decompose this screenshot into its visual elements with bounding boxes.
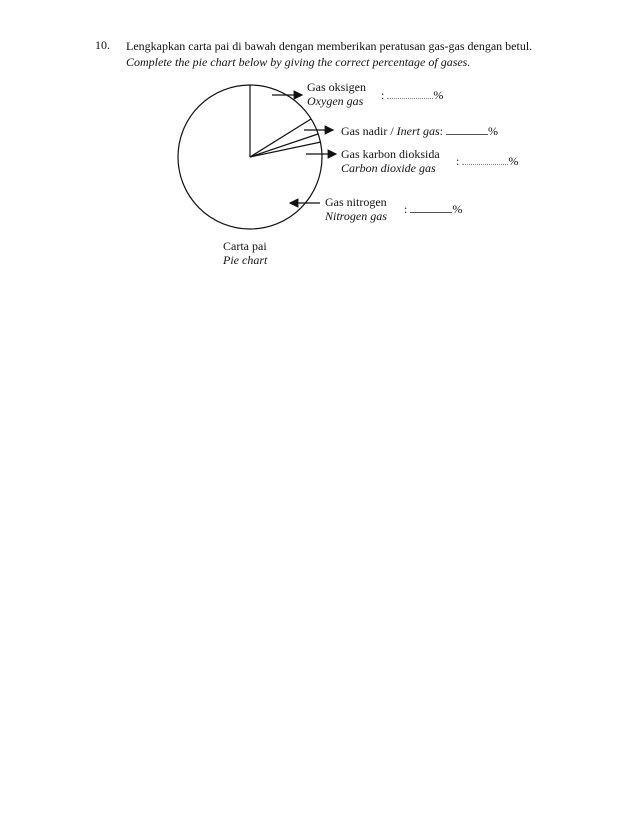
answer-oxygen-colon: : bbox=[381, 88, 385, 102]
answer-inert-blank[interactable] bbox=[446, 124, 488, 135]
pie-caption-ms: Carta pai bbox=[223, 239, 267, 253]
label-oxygen-ms: Gas oksigen bbox=[307, 80, 366, 94]
answer-nitrogen-blank[interactable] bbox=[410, 202, 452, 213]
answer-oxygen-percent: % bbox=[433, 88, 444, 102]
answer-co2-blank[interactable] bbox=[462, 154, 508, 165]
pie-divider-oxygen-inert bbox=[250, 119, 311, 157]
question-text-english: Complete the pie chart below by giving the correct percentage of gases. bbox=[126, 55, 471, 69]
answer-co2-colon: : bbox=[456, 154, 460, 168]
label-co2-en: Carbon dioxide gas bbox=[341, 161, 436, 175]
pie-caption-en: Pie chart bbox=[223, 253, 268, 267]
answer-co2 bbox=[456, 154, 518, 168]
question-text-malay: Lengkapkan carta pai di bawah dengan memberikan peratusan gas-gas dengan betul. bbox=[126, 39, 533, 53]
pie-caption bbox=[223, 239, 267, 267]
answer-oxygen-blank[interactable] bbox=[387, 88, 433, 99]
label-co2 bbox=[341, 147, 440, 175]
question-number: 10. bbox=[95, 38, 110, 52]
label-oxygen-en: Oxygen gas bbox=[307, 94, 364, 108]
label-oxygen bbox=[307, 80, 366, 108]
label-co2-ms: Gas karbon dioksida bbox=[341, 147, 440, 161]
answer-oxygen bbox=[381, 88, 443, 102]
label-inert-ms: Gas nadir / bbox=[341, 124, 397, 138]
answer-nitrogen bbox=[404, 202, 462, 216]
answer-inert-percent: % bbox=[488, 124, 498, 138]
answer-inert-colon: : bbox=[439, 124, 443, 138]
label-inert bbox=[341, 124, 498, 138]
label-nitrogen-ms: Gas nitrogen bbox=[325, 195, 387, 209]
answer-nitrogen-colon: : bbox=[404, 202, 408, 216]
answer-nitrogen-percent: % bbox=[452, 202, 463, 216]
label-nitrogen-en: Nitrogen gas bbox=[325, 209, 387, 223]
pie-divider-co2-nitrogen bbox=[250, 142, 321, 157]
answer-co2-percent: % bbox=[508, 154, 519, 168]
label-inert-en: Inert gas bbox=[396, 124, 440, 138]
label-nitrogen bbox=[325, 195, 387, 223]
